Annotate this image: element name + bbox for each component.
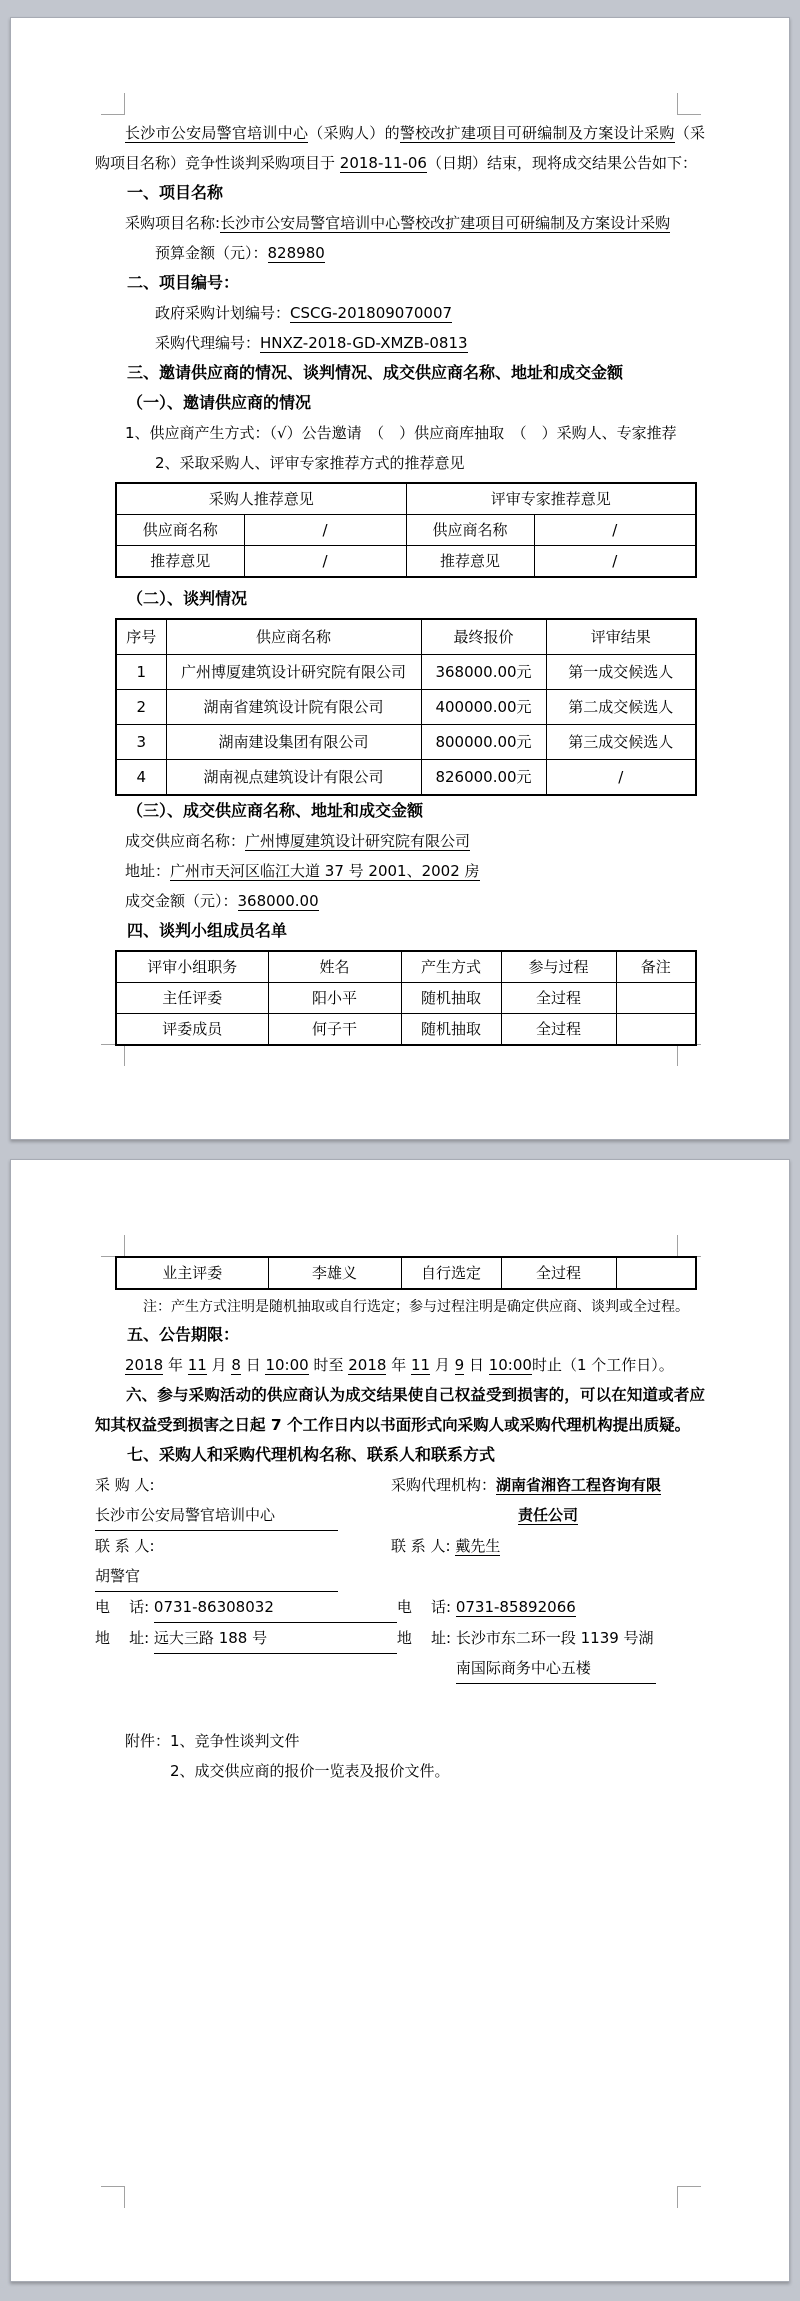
crop-mark-bottom-left xyxy=(101,1044,125,1066)
attachment-line-2: 2、成交供应商的报价一览表及报价文件。 xyxy=(170,1762,450,1780)
section-4-heading: 四、谈判小组成员名单 xyxy=(127,921,288,940)
contacts-block xyxy=(95,1470,705,1684)
announcement-period-line: 2018 年 11 月 8 日 10:00 时至 2018 年 11 月 9 日 10:00时止（1 个工作日）。 xyxy=(125,1356,674,1374)
buyer-contact-value: 胡警官 xyxy=(95,1561,338,1592)
section-3-3-heading: （三）、成交供应商名称、地址和成交金额 xyxy=(127,801,424,820)
agent-number-value: HNXZ-2018-GD-XMZB-0813 xyxy=(260,334,468,352)
table-cell: 阳小平 xyxy=(268,983,401,1014)
table-cell: 368000.00元 xyxy=(421,655,546,690)
amount-value: 368000.00 xyxy=(237,892,319,910)
table-cell: 李雄义 xyxy=(268,1257,401,1289)
table-cell: 第二成交候选人 xyxy=(546,690,696,725)
table-row xyxy=(116,983,696,1014)
amount-line: 成交金额（元）：368000.00 xyxy=(125,892,319,910)
table-row xyxy=(116,1257,696,1289)
table-cell: 4 xyxy=(116,760,166,796)
table-cell xyxy=(616,1014,696,1046)
winner-address-value: 广州市天河区临江大道 37 号 2001、2002 房 xyxy=(170,862,480,880)
contact-row-org xyxy=(95,1470,705,1531)
document-page-2 xyxy=(10,1159,790,2282)
project-name-value: 长沙市公安局警官培训中心警校改扩建项目可研编制及方案设计采购 xyxy=(220,214,671,232)
table-cell: 广州博厦建筑设计研究院有限公司 xyxy=(166,655,421,690)
table-cell: 供应商名称 xyxy=(166,619,421,655)
panel-table-note: 注：产生方式注明是随机抽取或自行选定；参与过程注明是确定供应商、谈判或全过程。 xyxy=(143,1299,689,1315)
plan-number-value: CSCG-201809070007 xyxy=(290,304,453,322)
section-6-paragraph: 六、参与采购活动的供应商认为成交结果使自己权益受到损害的，可以在知道或者应知其权益受到损害之日起 7 个工作日内以书面形式向采购人或采购代理机构提出质疑。 xyxy=(95,1386,705,1434)
table-header-row xyxy=(116,951,696,983)
table-cell: 采购人推荐意见 xyxy=(116,483,406,515)
project-name-line: 采购项目名称:长沙市公安局警官培训中心警校改扩建项目可研编制及方案设计采购 xyxy=(125,214,671,232)
table-cell: 3 xyxy=(116,725,166,760)
table-cell: 2 xyxy=(116,690,166,725)
budget-line: 预算金额（元）：828980 xyxy=(155,244,325,262)
table-cell: 业主评委 xyxy=(116,1257,268,1289)
table-cell: 评审专家推荐意见 xyxy=(406,483,696,515)
crop-mark-bottom-right xyxy=(677,1044,701,1066)
section-2-heading: 二、项目编号： xyxy=(127,273,240,292)
table-cell xyxy=(616,983,696,1014)
table-cell: 随机抽取 xyxy=(401,1014,501,1046)
table-cell: 推荐意见 xyxy=(406,546,534,578)
agency-contact-value: 戴先生 xyxy=(455,1537,501,1555)
contact-row-phone: 电 话: 0731-86308032 电 话: 0731-85892066 xyxy=(95,1592,705,1623)
table-cell: 备注 xyxy=(616,951,696,983)
section-5-heading: 五、公告期限： xyxy=(127,1325,240,1344)
crop-mark-bottom-left xyxy=(101,2186,125,2208)
table-cell: 最终报价 xyxy=(421,619,546,655)
table-cell: 姓名 xyxy=(268,951,401,983)
agency-org-line: 采购代理机构：湖南省湘咨工程咨询有限 责任公司 xyxy=(391,1470,705,1530)
section-3-1-heading: （一）、邀请供应商的情况 xyxy=(127,393,312,412)
crop-mark-bottom-right xyxy=(677,2186,701,2208)
table-cell: 第三成交候选人 xyxy=(546,725,696,760)
table-cell: 1 xyxy=(116,655,166,690)
table-cell: 随机抽取 xyxy=(401,983,501,1014)
table-cell: 湖南视点建筑设计有限公司 xyxy=(166,760,421,796)
contact-row-person: 联 系 人: 胡警官 联 系 人: 戴先生 xyxy=(95,1531,705,1592)
table-cell: / xyxy=(534,546,696,578)
agency-org-value-line2: 责任公司 xyxy=(517,1506,578,1524)
table-cell: 产生方式 xyxy=(401,951,501,983)
table-cell: 湖南建设集团有限公司 xyxy=(166,725,421,760)
table-cell: / xyxy=(244,515,406,546)
table-header-row xyxy=(116,619,696,655)
table-cell: 800000.00元 xyxy=(421,725,546,760)
intro-paragraph: 长沙市公安局警官培训中心（采购人）的警校改扩建项目可研编制及方案设计采购（采购项目名称）竞争性谈判采购项目于 2018-11-06（日期）结束，现将成交结果公告如下： xyxy=(95,124,705,172)
table-cell: / xyxy=(244,546,406,578)
agency-phone-value: 0731-85892066 xyxy=(455,1598,576,1616)
budget-value: 828980 xyxy=(267,244,325,262)
table-cell: 何子干 xyxy=(268,1014,401,1046)
table-cell: 评委成员 xyxy=(116,1014,268,1046)
table-row xyxy=(116,515,696,546)
table-cell: 参与过程 xyxy=(501,951,616,983)
table-cell: 全过程 xyxy=(501,1014,616,1046)
section-3-2-heading: （二）、谈判情况 xyxy=(127,589,248,608)
contact-row-address: 地 址: 远大三路 188 号 地 址: 长沙市东二环一段 1139 号湖南国际商务中心五楼 xyxy=(95,1623,705,1684)
buyer-address-value: 远大三路 188 号 xyxy=(154,1623,397,1654)
table-row xyxy=(116,725,696,760)
negotiation-table xyxy=(115,618,697,796)
attachment-line-1: 附件：1、竞争性谈判文件 xyxy=(125,1732,300,1750)
agency-org-value-line1: 湖南省湘咨工程咨询有限 xyxy=(496,1476,662,1494)
page-2-content xyxy=(11,1160,789,1786)
table-cell: 序号 xyxy=(116,619,166,655)
table-cell: 评审小组职务 xyxy=(116,951,268,983)
table-cell: 推荐意见 xyxy=(116,546,244,578)
table-cell: 自行选定 xyxy=(401,1257,501,1289)
table-cell: 湖南省建筑设计院有限公司 xyxy=(166,690,421,725)
recommendation-table xyxy=(115,482,697,578)
buyer-org-value: 长沙市公安局警官培训中心 xyxy=(95,1500,338,1531)
table-cell: 供应商名称 xyxy=(406,515,534,546)
agency-address-value: 长沙市东二环一段 1139 号湖南国际商务中心五楼 xyxy=(456,1623,656,1684)
page-1-content xyxy=(11,18,789,1046)
winner-value: 广州博厦建筑设计研究院有限公司 xyxy=(245,832,471,850)
agent-number-line: 采购代理编号：HNXZ-2018-GD-XMZB-0813 xyxy=(155,334,468,352)
winner-address-line: 地址：广州市天河区临江大道 37 号 2001、2002 房 xyxy=(125,862,480,880)
supplier-source-line: 1、供应商产生方式：（√）公告邀请 （ ）供应商库抽取 （ ）采购人、专家推荐 xyxy=(125,424,677,442)
table-row xyxy=(116,546,696,578)
table-cell: 主任评委 xyxy=(116,983,268,1014)
table-cell: 826000.00元 xyxy=(421,760,546,796)
buyer-phone-value: 0731-86308032 xyxy=(154,1592,397,1623)
buyer-name: 长沙市公安局警官培训中心 xyxy=(125,124,309,142)
table-cell: / xyxy=(546,760,696,796)
section-3-heading: 三、邀请供应商的情况、谈判情况、成交供应商名称、地址和成交金额 xyxy=(127,363,624,382)
table-cell: 第一成交候选人 xyxy=(546,655,696,690)
table-cell: 400000.00元 xyxy=(421,690,546,725)
panel-table-continued xyxy=(115,1256,697,1290)
table-cell: 供应商名称 xyxy=(116,515,244,546)
project-name: 警校改扩建项目可研编制及方案设计采购 xyxy=(399,124,675,142)
document-page-1 xyxy=(10,17,790,1140)
table-cell: 全过程 xyxy=(501,1257,616,1289)
plan-number-line: 政府采购计划编号：CSCG-201809070007 xyxy=(155,304,453,322)
table-row xyxy=(116,1014,696,1046)
section-7-heading: 七、采购人和采购代理机构名称、联系人和联系方式 xyxy=(127,1445,496,1464)
table-cell: 全过程 xyxy=(501,983,616,1014)
buyer-org-line: 采 购 人: 长沙市公安局警官培训中心 xyxy=(95,1470,391,1531)
end-date: 2018-11-06 xyxy=(339,154,427,172)
table-cell xyxy=(616,1257,696,1289)
table-cell: / xyxy=(534,515,696,546)
table-row xyxy=(116,483,696,515)
table-row xyxy=(116,760,696,796)
table-row xyxy=(116,690,696,725)
table-cell: 评审结果 xyxy=(546,619,696,655)
section-1-heading: 一、项目名称 xyxy=(127,183,224,202)
table-row xyxy=(116,655,696,690)
recommendation-line: 2、采取采购人、评审专家推荐方式的推荐意见 xyxy=(155,454,465,472)
winner-line: 成交供应商名称：广州博厦建筑设计研究院有限公司 xyxy=(125,832,471,850)
panel-table xyxy=(115,950,697,1046)
